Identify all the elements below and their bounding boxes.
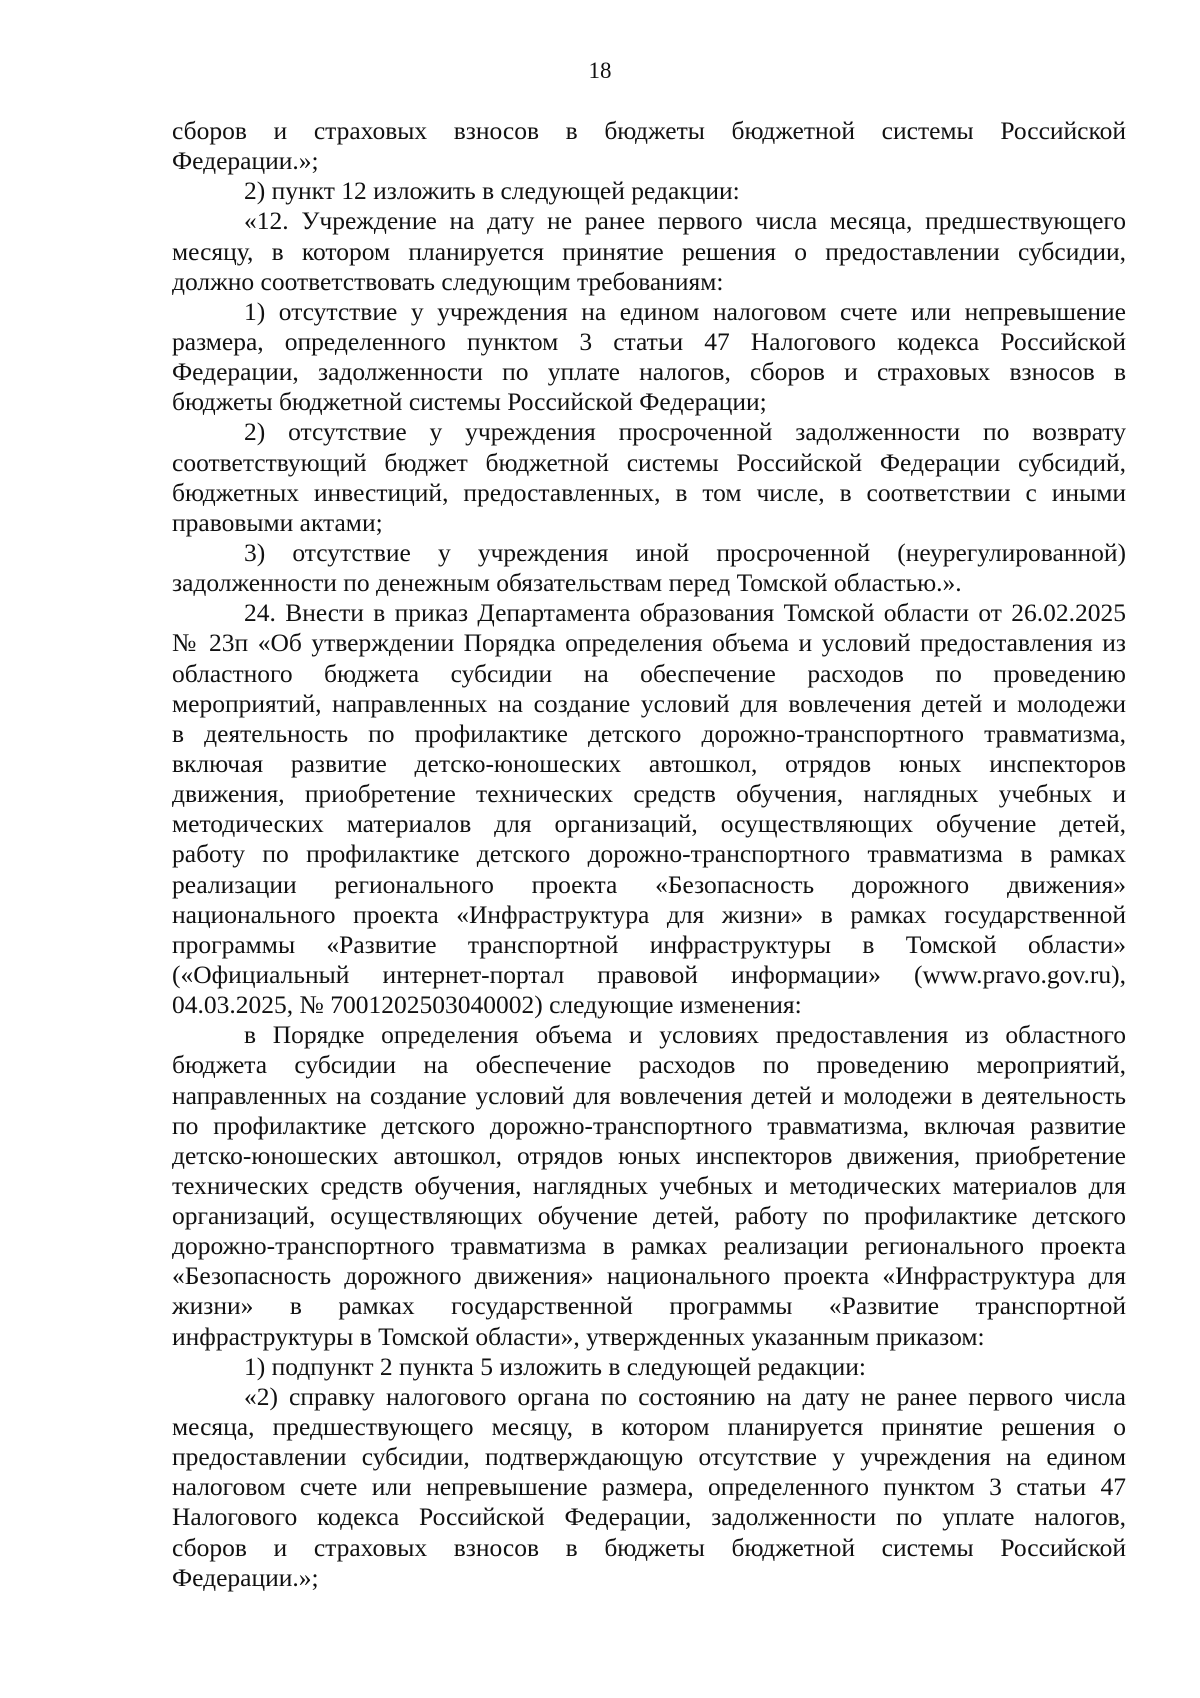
text-line: жизни» в рамках государственной программы «Развитие транспортной [172,1291,1126,1321]
text-line: размера, определенного пунктом 3 статьи 47 Налогового кодекса Российской [172,326,1126,356]
text-line: 2) пункт 12 изложить в следующей редакции: [244,176,740,206]
document-body [172,116,1126,1593]
text-line: движения, приобретение технических средств обучения, наглядных учебных и [172,779,1126,809]
text-line: 04.03.2025, № 7001202503040002) следующие изменения: [172,990,802,1020]
text-line: № 23п «Об утверждении Порядка определения объема и условий предоставления из [172,628,1126,658]
text-line: месяца, предшествующего месяцу, в котором планируется принятие решения о [172,1412,1126,1442]
text-line: реализации регионального проекта «Безопасность дорожного движения» [172,869,1126,899]
text-line: сборов и страховых взносов в бюджеты бюджетной системы Российской [172,1532,1126,1562]
text-line: национального проекта «Инфраструктура для жизни» в рамках государственной [172,899,1126,929]
text-line: направленных на создание условий для вовлечения детей и молодежи в деятельность [172,1080,1126,1110]
text-line: бюджеты бюджетной системы Российской Федерации; [172,387,767,417]
text-line: 2) отсутствие у учреждения просроченной задолженности по возврату [244,417,1126,447]
text-line: должно соответствовать следующим требованиям: [172,266,724,296]
text-line: программы «Развитие транспортной инфраструктуры в Томской области» [172,929,1126,959]
text-line: «Безопасность дорожного движения» национального проекта «Инфраструктура для [172,1261,1126,1291]
text-line: 1) подпункт 2 пункта 5 изложить в следующей редакции: [244,1351,866,1381]
text-line: Федерации.»; [172,146,319,176]
page-number: 18 [588,58,612,83]
text-line: предоставлении субсидии, подтверждающую отсутствие у учреждения на едином [172,1442,1126,1472]
text-line: налоговом счете или непревышение размера, определенного пунктом 3 статьи 47 [172,1472,1126,1502]
text-line: 1) отсутствие у учреждения на едином налоговом счете или непревышение [244,296,1126,326]
text-line: 3) отсутствие у учреждения иной просроченной (неурегулированной) [244,537,1126,567]
text-line: включая развитие детско-юношеских автошкол, отрядов юных инспекторов [172,748,1126,778]
text-line: методических материалов для организаций, осуществляющих обучение детей, [172,809,1126,839]
text-line: в деятельность по профилактике детского дорожно-транспортного травматизма, [172,718,1126,748]
text-line: технических средств обучения, наглядных учебных и методических материалов для [172,1170,1126,1200]
text-line: работу по профилактике детского дорожно-транспортного травматизма в рамках [172,839,1126,869]
text-line: областного бюджета субсидии на обеспечение расходов по проведению [172,658,1126,688]
text-line: 24. Внести в приказ Департамента образования Томской области от 26.02.2025 [244,598,1126,628]
text-line: в Порядке определения объема и условиях предоставления из областного [244,1020,1126,1050]
text-line: Налогового кодекса Российской Федерации, задолженности по уплате налогов, [172,1502,1126,1532]
text-line: детско-юношеских автошкол, отрядов юных инспекторов движения, приобретение [172,1140,1126,1170]
text-line: мероприятий, направленных на создание условий для вовлечения детей и молодежи [172,688,1126,718]
text-line: месяцу, в котором планируется принятие решения о предоставлении субсидии, [172,236,1126,266]
text-line: дорожно-транспортного травматизма в рамках реализации регионального проекта [172,1231,1126,1261]
text-line: «12. Учреждение на дату не ранее первого числа месяца, предшествующего [244,206,1126,236]
text-line: соответствующий бюджет бюджетной системы Российской Федерации субсидий, [172,447,1126,477]
text-line: инфраструктуры в Томской области», утвержденных указанным приказом: [172,1321,985,1351]
text-line: организаций, осуществляющих обучение детей, работу по профилактике детского [172,1201,1126,1231]
text-line: сборов и страховых взносов в бюджеты бюджетной системы Российской [172,116,1126,145]
text-line: «2) справку налогового органа по состоянию на дату не ранее первого числа [244,1381,1126,1411]
text-line: бюджета субсидии на обеспечение расходов по проведению мероприятий, [172,1050,1126,1080]
text-line: Федерации.»; [172,1562,319,1592]
text-line: правовыми актами; [172,507,383,537]
text-line: Федерации, задолженности по уплате налогов, сборов и страховых взносов в [172,357,1126,387]
text-line: («Официальный интернет-портал правовой информации» (www.pravo.gov.ru), [172,959,1126,989]
text-line: бюджетных инвестиций, предоставленных, в том числе, в соответствии с иными [172,477,1126,507]
text-line: задолженности по денежным обязательствам перед Томской областью.». [172,568,962,598]
text-line: по профилактике детского дорожно-транспортного травматизма, включая развитие [172,1110,1126,1140]
